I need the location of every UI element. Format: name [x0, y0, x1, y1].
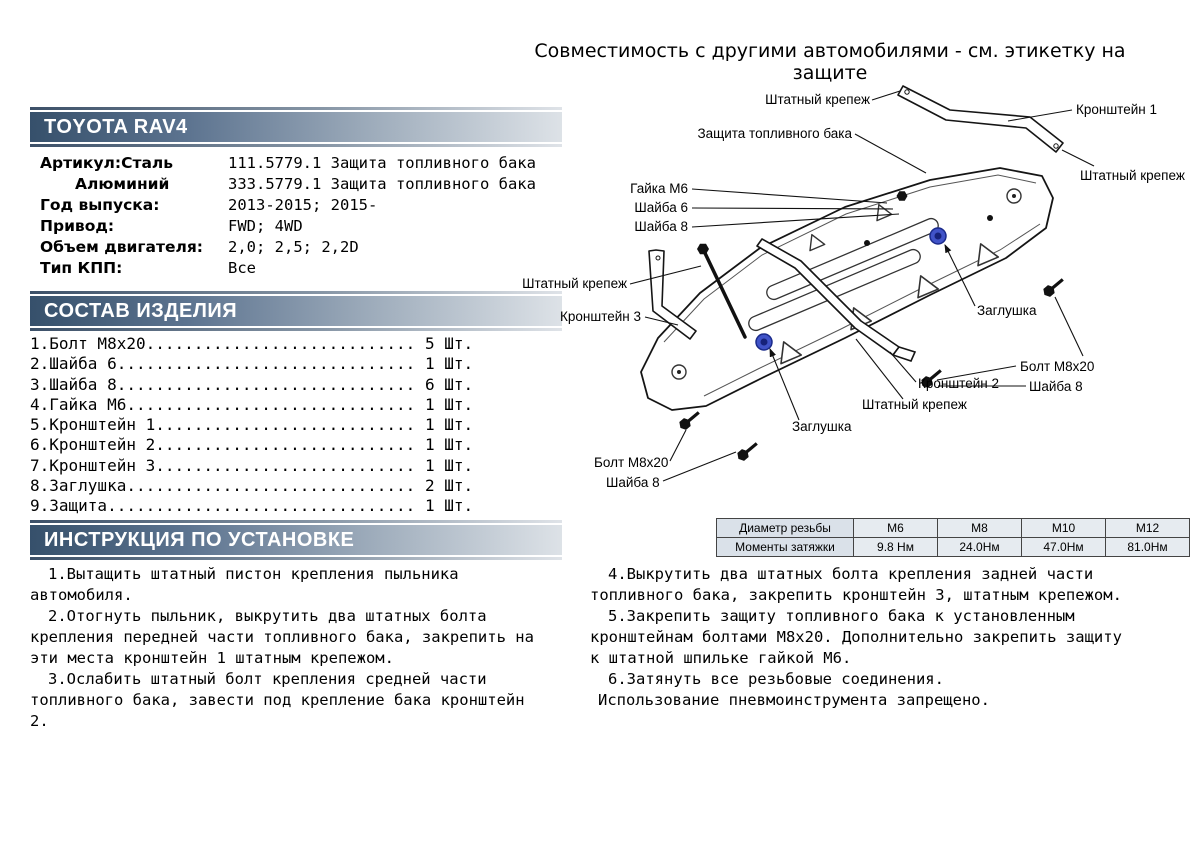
stock-bolt-head [697, 244, 709, 254]
parts-list-item: 6.Кронштейн 2........................... 1 Шт. [30, 435, 474, 455]
label-plug-bottom: Заглушка [792, 419, 852, 434]
label-bracket-3: Кронштейн 3 [560, 309, 641, 324]
spec-label: Привод: [40, 217, 115, 235]
spec-value: 2013-2015; 2015- [228, 196, 378, 214]
decor-line [30, 557, 562, 560]
product-header-bar [30, 107, 562, 147]
spec-value: 333.5779.1 Защита топливного бака [228, 175, 536, 193]
decor-line [30, 328, 562, 331]
product-title: TOYOTA RAV4 [44, 115, 188, 138]
label-washer-8: Шайба 8 [634, 219, 688, 234]
parts-list-item: 3.Шайба 8............................... 6 Шт. [30, 374, 474, 394]
label-bracket-1: Кронштейн 1 [1076, 102, 1157, 117]
torque-table-cell: 81.0Нм [1106, 538, 1190, 557]
spec-label: Объем двигателя: [40, 238, 203, 256]
spec-value: 111.5779.1 Защита топливного бака [228, 154, 536, 172]
bolt-m8x20 [677, 408, 702, 431]
label-bolt-m8x20-right: Болт М8х20 [1020, 359, 1095, 374]
torque-table-cell: 47.0Нм [1022, 538, 1106, 557]
instructions-column-2 [590, 564, 1135, 711]
parts-list-item: 1.Болт М8х20............................ 5 Шт. [30, 334, 474, 353]
label-stock-fastener-bottom: Штатный крепеж [862, 397, 967, 412]
parts-header-title: СОСТАВ ИЗДЕЛИЯ [44, 299, 238, 322]
plate-hole-center [677, 370, 681, 374]
parts-list-item: 2.Шайба 6............................... 1 Шт. [30, 354, 474, 374]
label-plug-right: Заглушка [977, 303, 1037, 318]
parts-list [30, 334, 473, 517]
exploded-diagram [490, 70, 1190, 520]
decor-line [30, 291, 562, 294]
parts-list-item: 5.Кронштейн 1........................... 1 Шт. [30, 415, 474, 435]
instruction-step: 3.Ослабить штатный болт крепления средней части топливного бака, завести под крепление бака кронштейн 2. [30, 670, 525, 730]
instructions-header-bar [30, 520, 562, 560]
torque-table-cell: М6 [854, 519, 938, 538]
torque-table-cell: М12 [1106, 519, 1190, 538]
label-washer-6: Шайба 6 [634, 200, 688, 215]
spec-label: Алюминий [75, 175, 170, 193]
spec-value: FWD; 4WD [228, 217, 303, 235]
label-stock-fastener-right: Штатный крепеж [1080, 168, 1185, 183]
fuel-tank-guard-plate [641, 168, 1053, 410]
label-nut-m6: Гайка М6 [630, 181, 688, 196]
instructions-column-1 [30, 564, 540, 732]
spec-label: Год выпуска: [40, 196, 160, 214]
torque-table-cell: Диаметр резьбы [717, 519, 854, 538]
torque-table-cell: Моменты затяжки [717, 538, 854, 557]
parts-list-item: 9.Защита................................ 1 Шт. [30, 496, 474, 516]
torque-table [716, 518, 1190, 557]
label-stock-fastener-left: Штатный крепеж [522, 276, 627, 291]
plate-bolt-hole [987, 215, 993, 221]
bolt-m8x20 [735, 439, 760, 462]
spec-value: 2,0; 2,5; 2,2D [228, 238, 359, 256]
spec-label: Тип КПП: [40, 259, 123, 277]
spec-value: Все [228, 259, 256, 277]
label-washer-8-bottom: Шайба 8 [606, 475, 660, 490]
compatibility-note: Совместимость с другими автомобилями - см. этикетку на защите [534, 40, 1126, 84]
plug-center [935, 233, 942, 240]
instruction-step: 2.Отогнуть пыльник, выкрутить два штатных болта крепления передней части топливного бака, закрепить на эти места кронштейн 1 штатным крепежом. [30, 607, 534, 667]
bracket-1 [898, 86, 1063, 152]
instruction-step: 4.Выкрутить два штатных болта крепления задней части топливного бака, закрепить кронштейн 3, штатным крепежом. [590, 565, 1122, 604]
torque-table-cell: М8 [938, 519, 1022, 538]
label-bracket-2: Кронштейн 2 [918, 376, 999, 391]
bolt-m8x20 [1041, 275, 1066, 298]
torque-table-cell: 9.8 Нм [854, 538, 938, 557]
label-washer-8-right: Шайба 8 [1029, 379, 1083, 394]
instruction-step: 6.Затянуть все резьбовые соединения. [608, 670, 944, 688]
instruction-step: 1.Вытащить штатный пистон крепления пыльника автомобиля. [30, 565, 459, 604]
instruction-note: Использование пневмоинструмента запрещено. [598, 691, 990, 709]
parts-list-item: 7.Кронштейн 3........................... 1 Шт. [30, 455, 474, 475]
instruction-step: 5.Закрепить защиту топливного бака к установленным кронштейнам болтами М8х20. Дополнительно закрепить защиту к штатной шпильке гайкой М6. [590, 607, 1122, 667]
parts-header-bar [30, 291, 562, 331]
decor-line [30, 107, 562, 110]
torque-table-row [717, 519, 1190, 538]
torque-table-cell: М10 [1022, 519, 1106, 538]
decor-line [30, 520, 562, 523]
plate-hole-center [1012, 194, 1016, 198]
plug-center [761, 339, 768, 346]
plate-bolt-hole [864, 240, 870, 246]
label-stock-fastener-top: Штатный крепеж [765, 92, 870, 107]
label-fuel-tank-guard: Защита топливного бака [697, 126, 852, 141]
decor-line [30, 144, 562, 147]
parts-list-item: 8.Заглушка.............................. 2 Шт. [30, 476, 474, 496]
parts-list-item: 4.Гайка М6.............................. 1 Шт. [30, 394, 474, 414]
torque-table-row [717, 538, 1190, 557]
label-bolt-m8x20-bottom: Болт М8х20 [594, 455, 669, 470]
spec-label: Артикул:Сталь [40, 154, 174, 172]
instructions-header-title: ИНСТРУКЦИЯ ПО УСТАНОВКЕ [44, 528, 355, 551]
torque-table-cell: 24.0Нм [938, 538, 1022, 557]
